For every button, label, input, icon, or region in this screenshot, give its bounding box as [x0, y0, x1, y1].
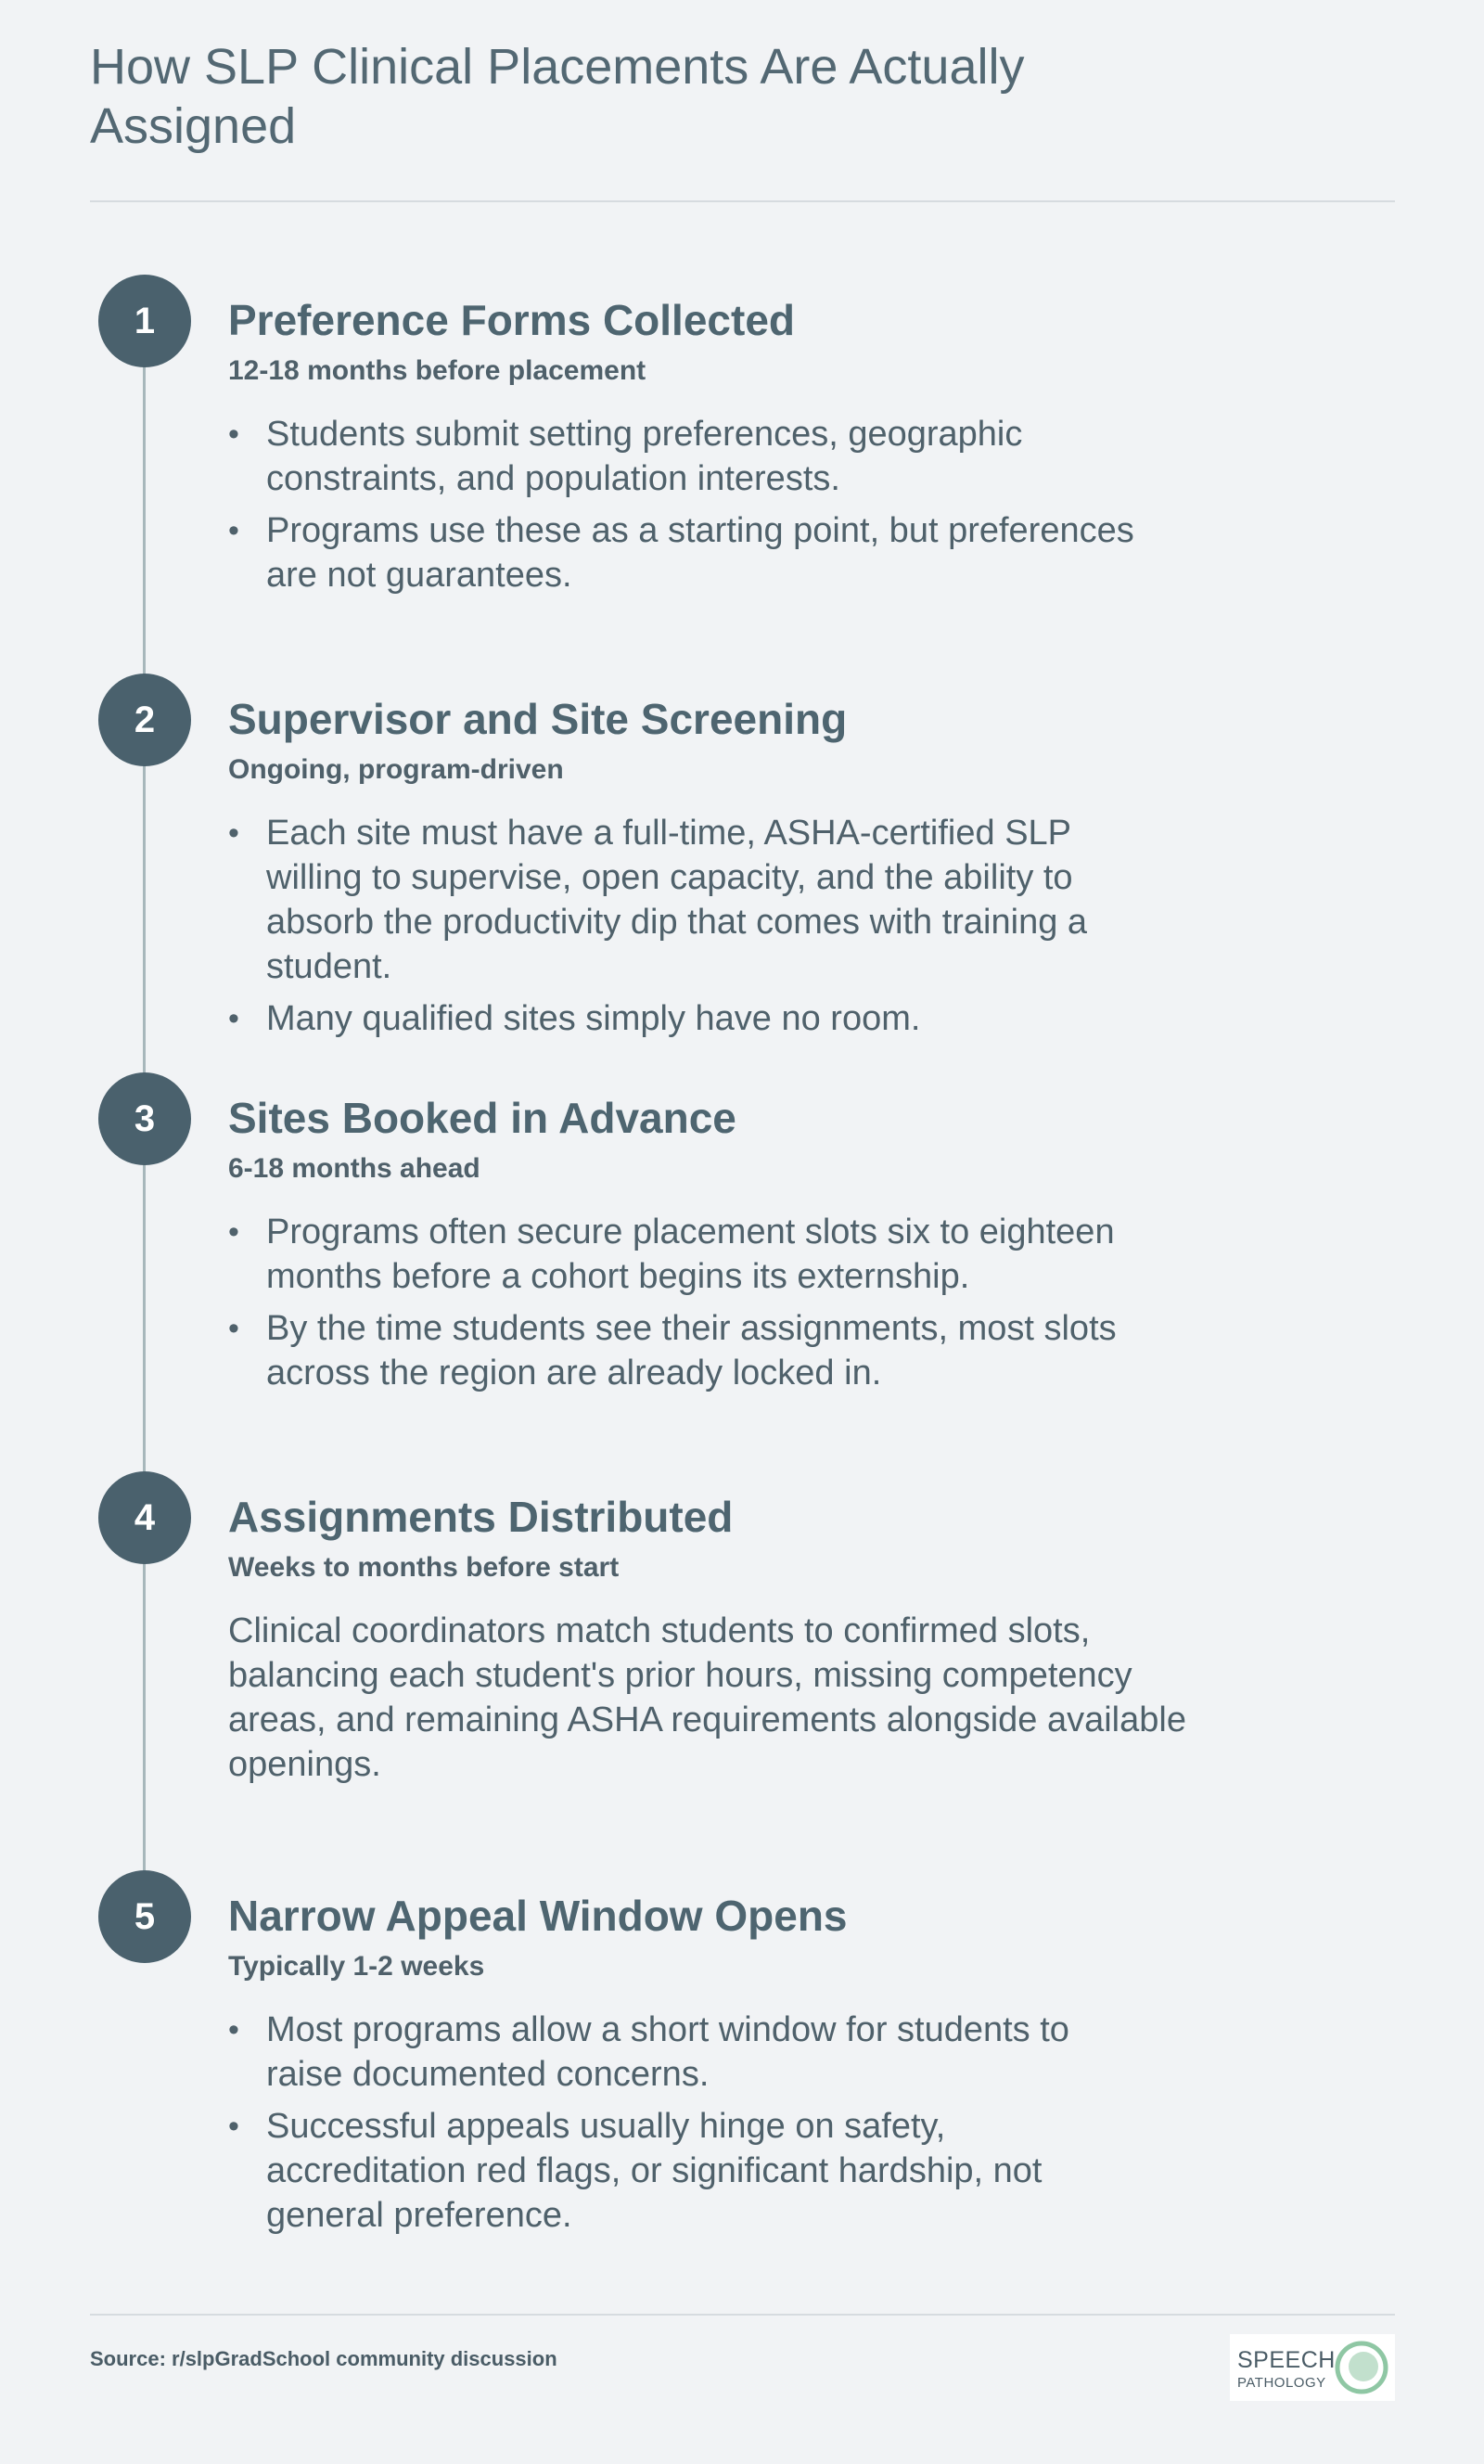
bullet-item: • Many qualified sites simply have no room. [228, 996, 1119, 1041]
footer-divider [90, 2314, 1395, 2316]
step-number-badge: 3 [98, 1072, 191, 1165]
step-timing: Ongoing, program-driven [228, 754, 564, 785]
step-number-badge: 1 [98, 275, 191, 367]
step-title: Supervisor and Site Screening [228, 695, 848, 743]
bullet-item: • Each site must have a full-time, ASHA-certified SLP willing to supervise, open capacity, and the ability to absorb the productivity dip that comes with training a student. [228, 811, 1119, 989]
bullet-item: • Programs use these as a starting point, but preferences are not guarantees. [228, 508, 1156, 597]
step-timing: Typically 1-2 weeks [228, 1951, 485, 1982]
logo-wordmark-line2: PATHOLOGY [1237, 2375, 1326, 2391]
title-divider [90, 200, 1395, 202]
bullet-item: • Students submit setting preferences, geographic constraints, and population interests. [228, 412, 1156, 501]
speech-pathology-logo [1230, 2334, 1395, 2401]
step-timing: 6-18 months ahead [228, 1153, 480, 1184]
step-title: Assignments Distributed [228, 1493, 734, 1541]
step-number-badge: 2 [98, 674, 191, 766]
bullet-item: • Successful appeals usually hinge on safety, accreditation red flags, or significant hardship, not general preference. [228, 2104, 1091, 2238]
step-timing: Weeks to months before start [228, 1552, 620, 1583]
step-description: Clinical coordinators match students to confirmed slots, balancing each student's prior hours, missing competency areas, and remaining ASHA requirements alongside available openings. [228, 1611, 1186, 1784]
step-number-badge: 5 [98, 1870, 191, 1963]
bullet-item: • Programs often secure placement slots six to eighteen months before a cohort begins its externship. [228, 1210, 1156, 1299]
bullet-item: • By the time students see their assignments, most slots across the region are already locked in. [228, 1306, 1156, 1395]
speech-bubble-icon [1334, 2340, 1389, 2395]
step-bullet-list [228, 2008, 1091, 2245]
step-title: Sites Booked in Advance [228, 1094, 736, 1142]
step-number-badge: 4 [98, 1471, 191, 1564]
step-bullet-list [228, 412, 1156, 605]
logo-wordmark-line1: SPEECH [1237, 2347, 1336, 2373]
step-bullet-list [228, 811, 1119, 1048]
step-title: Preference Forms Collected [228, 296, 796, 344]
bullet-item: • Most programs allow a short window for students to raise documented concerns. [228, 2008, 1091, 2097]
step-title: Narrow Appeal Window Opens [228, 1892, 848, 1940]
step-bullet-list [228, 1210, 1156, 1403]
source-credit: Source: r/slpGradSchool community discussion [90, 2347, 557, 2370]
step-timing: 12-18 months before placement [228, 355, 646, 386]
page-title: How SLP Clinical Placements Are Actually Assigned [90, 39, 1025, 154]
